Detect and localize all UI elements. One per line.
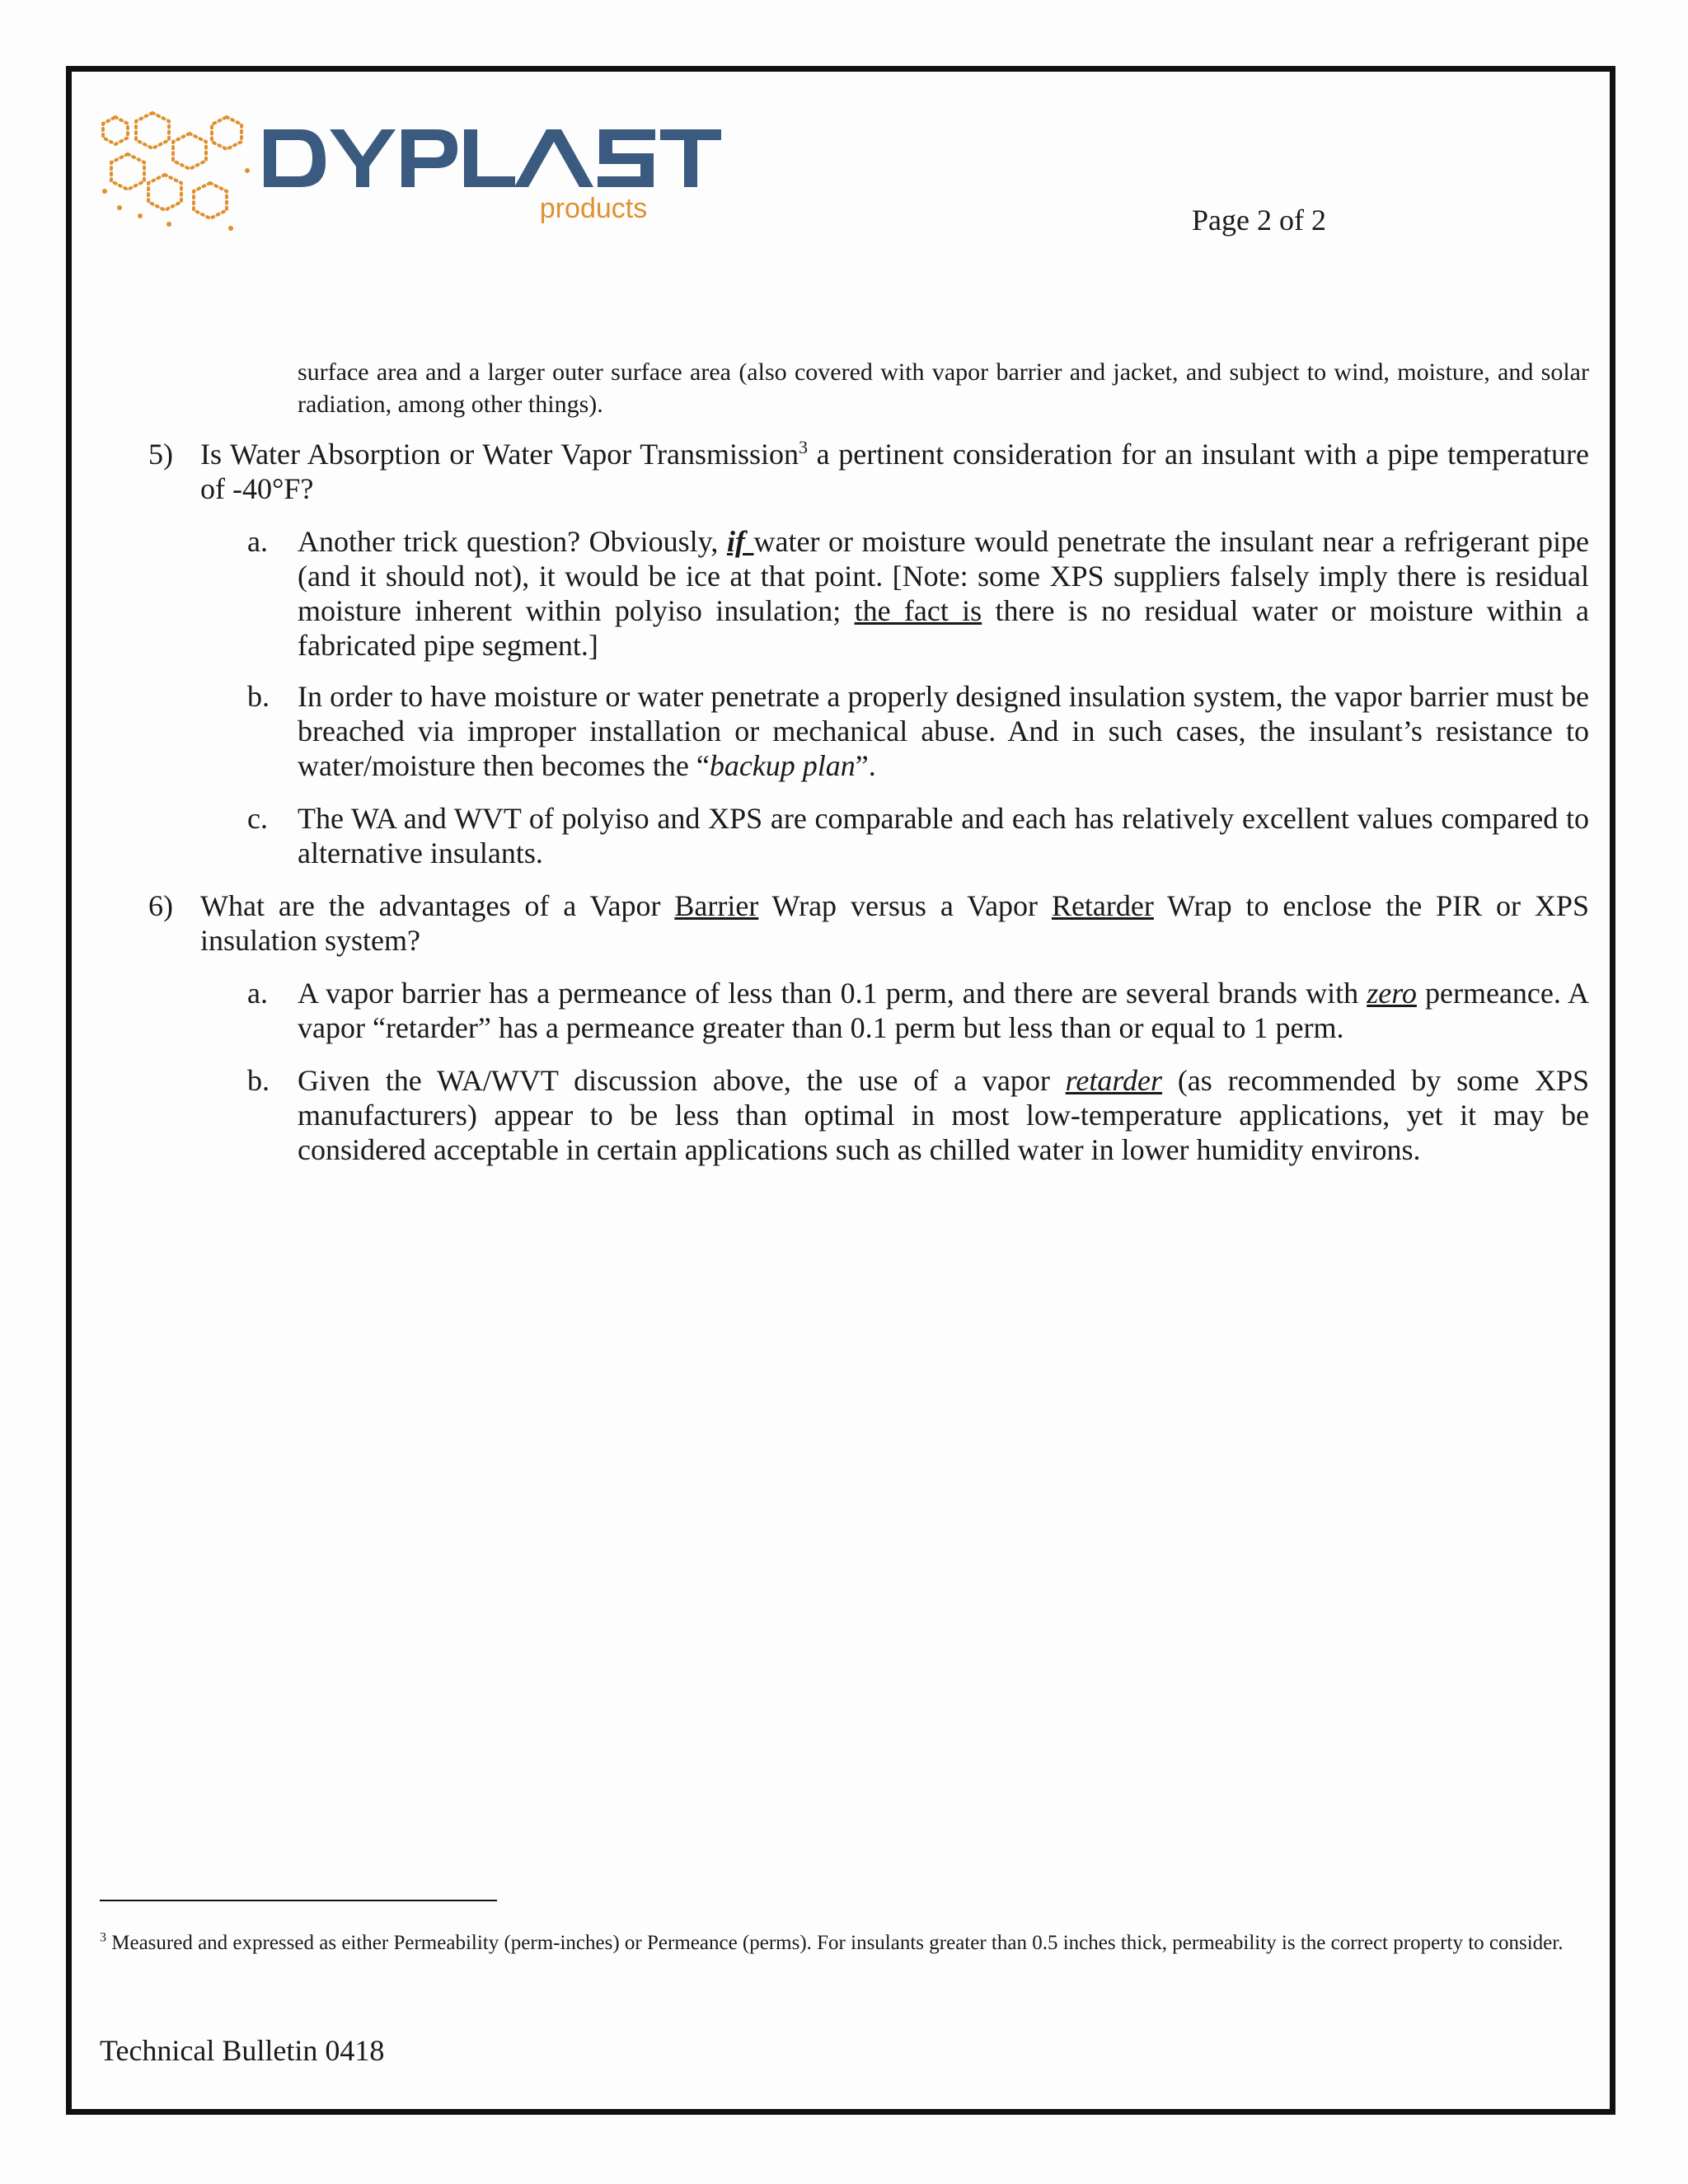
- svg-text:products: products: [539, 193, 648, 224]
- q6-a-label: a.: [247, 977, 268, 1010]
- page-number: Page 2 of 2: [1192, 204, 1326, 237]
- question-6: What are the advantages of a Vapor Barrier Wrap versus a Vapor Retarder Wrap to enclose the PIR or XPS insulation system?: [200, 889, 1589, 957]
- q6-b-label: b.: [247, 1064, 270, 1097]
- q6-b: Given the WA/WVT discussion above, the use of a vapor retarder (as recommended by some XPS manufacturers) appear to be less than optimal in most low-temperature applications, yet it may be considered acceptable in certain applications such as chilled water in lower humidity environs.: [298, 1064, 1590, 1166]
- q5-a: Another trick question? Obviously, if water or moisture would penetrate the insulant near a refrigerant pipe (and it should not), it would be ice at that point. [Note: some XPS suppliers falsely imply there is residual moisture inherent within polyiso insulation; the fact is there is no residual water or moisture within a fabricated pipe segment.]: [298, 525, 1589, 662]
- question-5-number: 5): [148, 438, 173, 471]
- q6-a: A vapor barrier has a permeance of less than 0.1 perm, and there are several brands with zero permeance. A vapor “retarder” has a permeance greater than 0.1 perm but less than or equal to 1 perm.: [298, 977, 1589, 1044]
- footnote-separator: [100, 1900, 497, 1901]
- footnote: $^3$ Measured and expressed as either Permeability (perm-inches) or Permeance (perms). For insulants greater than 0.5 inches thick, permeability is the correct property to consider.: [100, 1930, 1564, 1954]
- q5-b: In order to have moisture or water penetrate a properly designed insulation system, the vapor barrier must be breached via improper installation or mechanical abuse. And in such cases, the insulant’s resistance to water/moisture then becomes the “backup plan”.: [298, 680, 1589, 782]
- question-6-number: 6): [148, 889, 173, 922]
- q5-c: The WA and WVT of polyiso and XPS are comparable and each has relatively excellent values compared to alternative insulants.: [298, 802, 1589, 869]
- dyplast-logo: [95, 92, 729, 241]
- q5-b-label: b.: [247, 680, 270, 713]
- q5-c-label: c.: [247, 802, 268, 835]
- continued-paragraph: surface area and a larger outer surface area (also covered with vapor barrier and jacket, and subject to wind, moisture, and solar radiation, among other things).: [298, 359, 1589, 418]
- question-5: Is Water Absorption or Water Vapor Transmission$^3$ a pertinent consideration for an insulant with a pipe temperature of -40°F?: [200, 437, 1589, 505]
- bulletin-id: Technical Bulletin 0418: [100, 2034, 385, 2067]
- q5-a-label: a.: [247, 525, 268, 558]
